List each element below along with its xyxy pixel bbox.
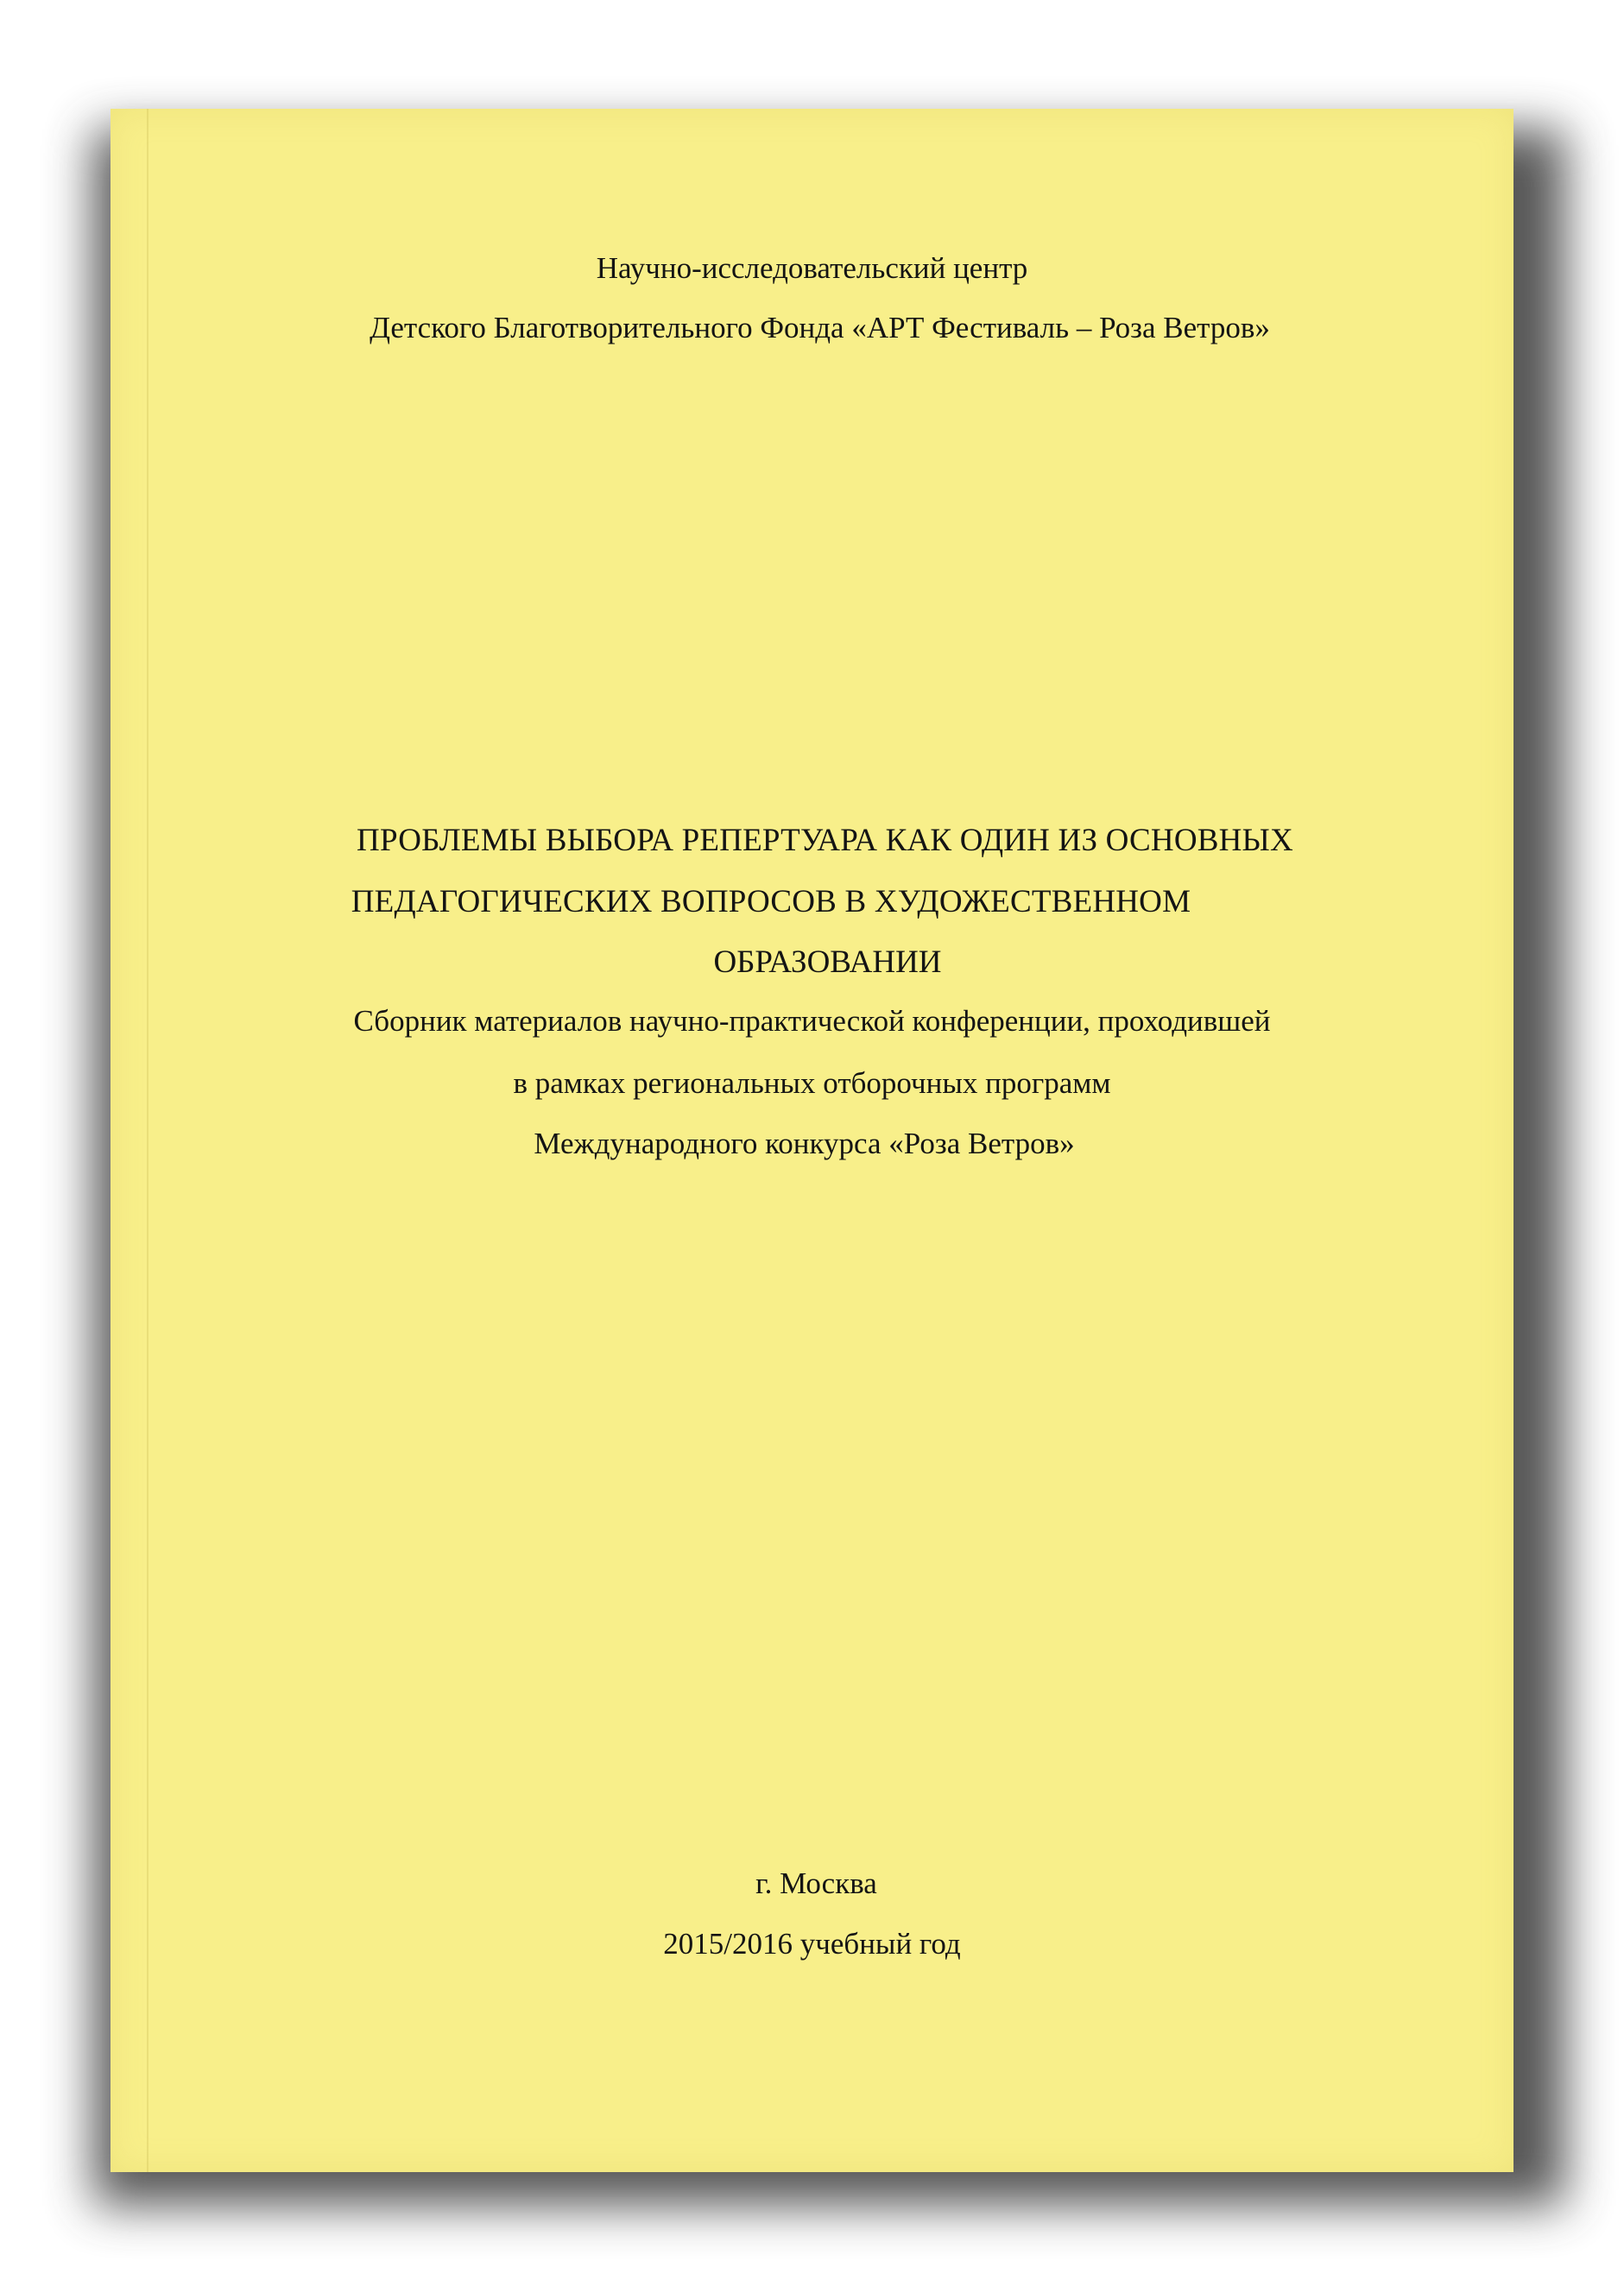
subtitle-line-1: Сборник материалов научно-практической конференции, проходившей (353, 1004, 1271, 1038)
publication-year: 2015/2016 учебный год (663, 1927, 961, 1961)
title-line-2: ПЕДАГОГИЧЕСКИХ ВОПРОСОВ В ХУДОЖЕСТВЕННОМ (351, 884, 1191, 919)
subtitle-line-2: в рамках региональных отборочных программ (513, 1066, 1111, 1100)
publication-city: г. Москва (755, 1866, 877, 1900)
foundation-name: Детского Благотворительного Фонда «АРТ Фестиваль – Роза Ветров» (370, 311, 1270, 344)
subtitle-line-3: Международного конкурса «Роза Ветров» (534, 1127, 1075, 1160)
organization-name: Научно-исследовательский центр (596, 251, 1028, 285)
book-cover (111, 109, 1513, 2172)
title-line-3: ОБРАЗОВАНИИ (713, 944, 942, 980)
title-line-1: ПРОБЛЕМЫ ВЫБОРА РЕПЕРТУАРА КАК ОДИН ИЗ ОСНОВНЫХ (357, 823, 1293, 858)
